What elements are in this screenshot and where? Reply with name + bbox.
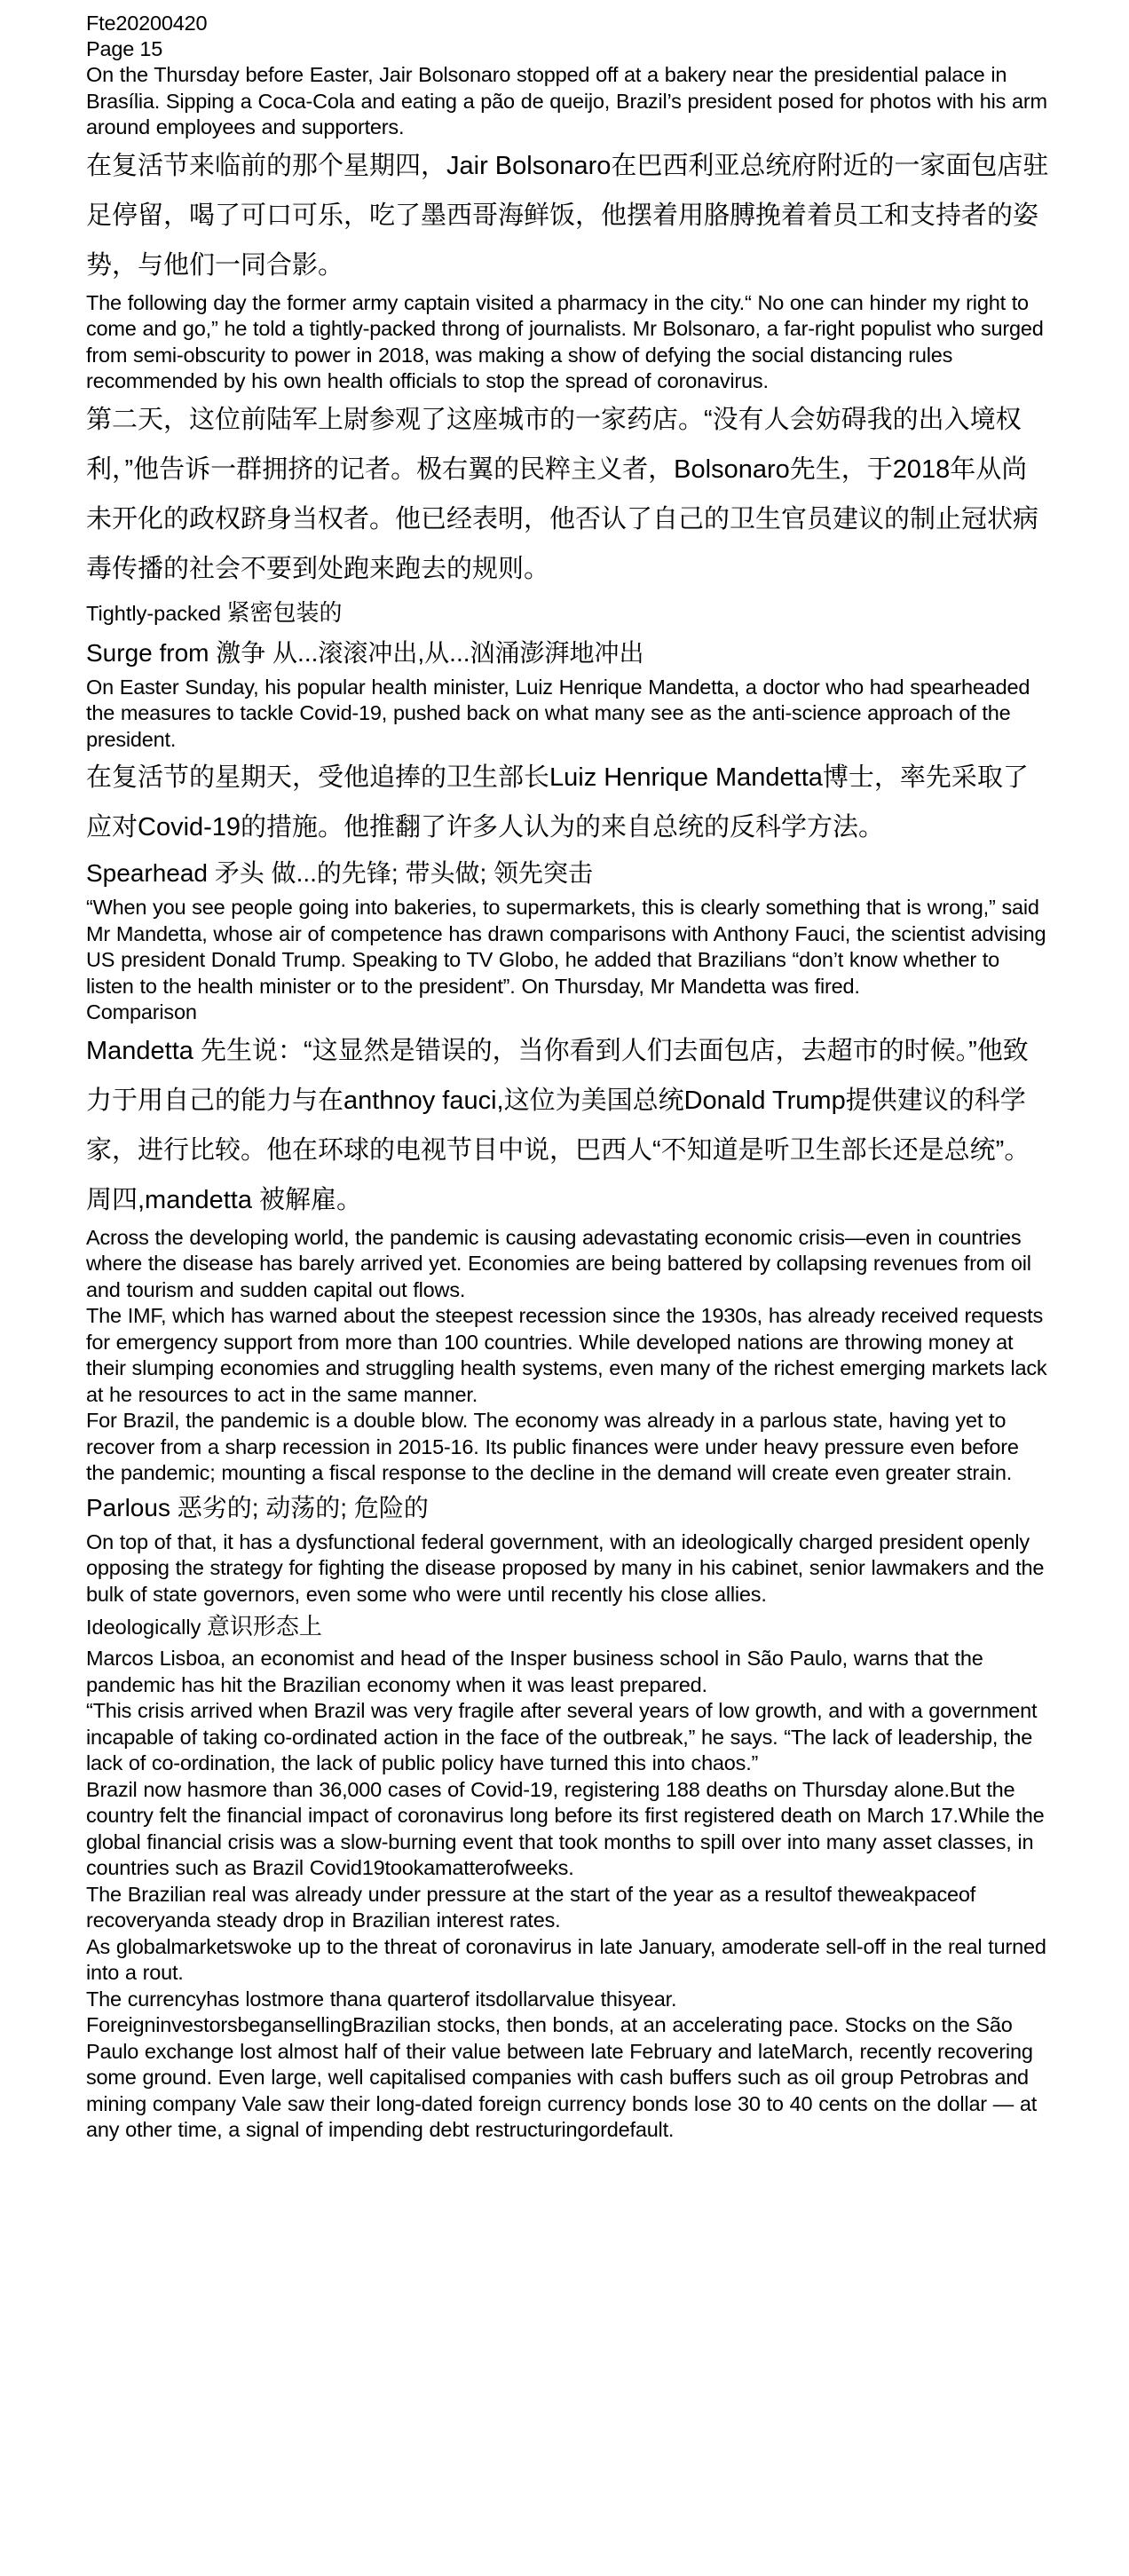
paragraph-english: “This crisis arrived when Brazil was very fragile after several years of low growth, and with a government incapable of taking co-ordinated action in the face of the outbreak,” he says. “The lack of leadership, the lack of co-ordination, the lack of public policy have turned this into chaos.” [86,1699,1038,1774]
document-body [86,62,1051,2144]
vocab-term: Parlous [86,1493,170,1521]
paragraph-english: On top of that, it has a dysfunctional federal government, with an ideologically charged president openly opposing the strategy for fighting the disease proposed by many in his cabinet, senior lawmakers and the bulk of state governors, even some who were until recently his close allies. [86,1529,1045,1606]
paragraph-english: Comparison [86,1000,197,1023]
paragraph-english: Across the developing world, the pandemic is causing adevastating economic crisis—even in countries where the disease has barely arrived yet. Economies are being battered by collapsing revenues from oil and tourism and sudden capital out flows. [86,1225,1031,1301]
paragraph-english: On the Thursday before Easter, Jair Bolsonaro stopped off at a bakery near the presidential palace in Brasília. Sipping a Coca-Cola and eating a pão de queijo, Brazil’s president posed for photos with his arm around employees and supporters. [86,63,1047,138]
vocab-line [86,1608,1051,1646]
paragraph-english: Marcos Lisboa, an economist and head of the Insper business school in São Paulo, warns that the pandemic has hit the Brazilian economy when it was least prepared. [86,1647,983,1696]
vocab-term: Surge from [86,638,209,667]
vocab-term: Spearhead [86,859,209,887]
paragraph-chinese: Mandetta 先生说：“这显然是错误的，当你看到人们去面包店，去超市的时候。”他致力于用自己的能力与在anthnoy fauci,这位为美国总统Donald Trump提供建议的科学家，进行比较。他在环球的电视节目中说，巴西人“不知道是听卫生部长还是总统”。周四,mandetta 被解雇。 [86,1036,1030,1214]
vocab-definition: 紧密包装的 [226,598,343,626]
vocab-line [86,1487,1051,1529]
vocab-term: Ideologically [86,1616,201,1639]
paragraph-chinese: 在复活节来临前的那个星期四，Jair Bolsonaro在巴西利亚总统府附近的一家面包店驻足停留，喝了可口可乐，吃了墨西哥海鲜饭，他摆着用胳膊挽着着员工和支持者的姿势，与他们一同合影。 [86,151,1049,280]
paragraph-english: For Brazil, the pandemic is a double blow. The economy was already in a parlous state, having yet to recover from a sharp recession in 2015-16. Its public finances were under heavy pressure even before the pandemic; mounting a fiscal response to the decline in the demand will create even greater strain. [86,1409,1019,1484]
paragraph-english: ForeigninvestorsbegansellingBrazilian stocks, then bonds, at an accelerating pace. Stocks on the São Paulo exchange lost almost half of their value between late February and lateMarch, recently recovering some ground. Even large, well capitalised companies with cash buffers such as oil group Petrobras and mining company Vale saw their long-dated foreign currency bonds lose 30 to 40 cents on the dollar — at any other time, a signal of impending debt restructuringordefault. [86,2013,1038,2141]
paragraph-english: As globalmarketswoke up to the threat of coronavirus in late January, amoderate sell-off in the real turned into a rout. [86,1934,1046,1984]
paragraph-english: The Brazilian real was already under pressure at the start of the year as a resultof theweakpaceof recoveryanda steady drop in Brazilian interest rates. [86,1882,976,1932]
vocab-definition: 矛头 做...的先锋; 带头做; 领先突击 [214,859,594,887]
vocab-line [86,594,1051,632]
vocab-term: Tightly-packed [86,601,221,625]
paragraph-chinese: 第二天，这位前陆军上尉参观了这座城市的一家药店。“没有人会妨碍我的出入境权利，”他告诉一群拥挤的记者。极右翼的民粹主义者，Bolsonaro先生，于2018年从尚未开化的政权跻身当权者。他已经表明，他否认了自己的卫生官员建议的制止冠状病毒传播的社会不要到处跑来跑去的规则。 [86,405,1039,583]
vocab-definition: 意识形态上 [206,1613,322,1640]
paragraph-english: The IMF, which has warned about the steepest recession since the 1930s, has already received requests for emergency support from more than 100 countries. While developed nations are throwing money at their slumping economies and struggling health systems, even many of the richest emerging markets lack at he resources to act in the same manner. [86,1304,1047,1406]
paragraph-english: The following day the former army captain visited a pharmacy in the city.“ No one can hinder my right to come and go,” he told a tightly-packed throng of journalists. Mr Bolsonaro, a far-right populist who surged from semi-obscurity to power in 2018, was making a show of defying the social distancing rules recommended by his own health officials to stop the spread of coronavirus. [86,290,1044,392]
paragraph-chinese: 在复活节的星期天，受他追捧的卫生部长Luiz Henrique Mandetta博士，率先采取了应对Covid-19的措施。他推翻了许多人认为的来自总统的反科学方法。 [86,763,1029,842]
document-title: Fte20200420 [86,12,208,35]
page-number-label: Page 15 [86,37,163,60]
vocab-line [86,632,1051,675]
paragraph-english: Brazil now hasmore than 36,000 cases of Covid-19, registering 188 deaths on Thursday alone.But the country felt the financial impact of coronavirus long before its first registered death on March 17.While the global financial crisis was a slow-burning event that took months to spill over into many asset classes, in countries such as Brazil Covid19tookamatterofweeks. [86,1777,1045,1879]
vocab-line [86,852,1051,895]
paragraph-english: On Easter Sunday, his popular health minister, Luiz Henrique Mandetta, a doctor who had spearheaded the measures to tackle Covid-19, pushed back on what many see as the anti-science approach of the president. [86,675,1030,751]
vocab-definition: 激争 从...滚滚冲出,从...汹涌澎湃地冲出 [216,638,644,667]
vocab-definition: 恶劣的; 动荡的; 危险的 [177,1493,429,1521]
paragraph-english: The currencyhas lostmore thana quarterof itsdollarvalue thisyear. [86,1987,677,2011]
paragraph-english: “When you see people going into bakeries, to supermarkets, this is clearly something that is wrong,” said Mr Mandetta, whose air of competence has drawn comparisons with Anthony Fauci, the scientist advising US president Donald Trump. Speaking to TV Globo, he added that Brazilians “don’t know whether to listen to the health minister or to the president”. On Thursday, Mr Mandetta was fired. [86,896,1046,998]
